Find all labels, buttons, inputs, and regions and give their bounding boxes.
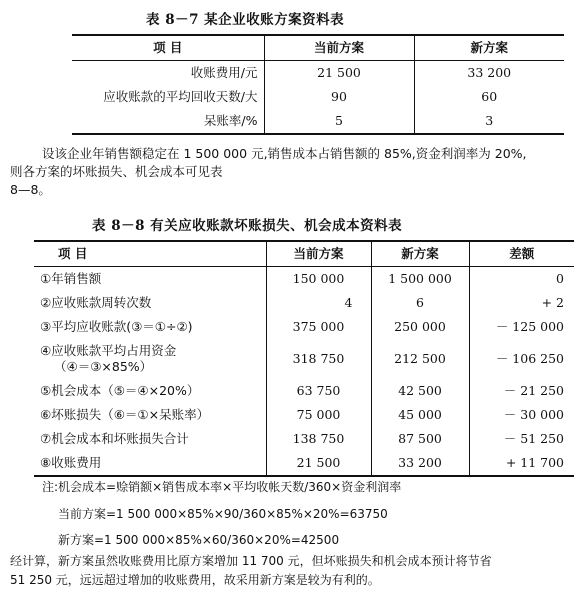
table1-cell-current: 90 [264,85,414,109]
table1-cell-item: 应收账款的平均回收天数/大 [103,89,258,104]
table2-cell-current: 21 500 [266,451,371,476]
conclusion-line-2: 51 250 元，远远超过增加的收账费用，故采用新方案是较为有利的。 [10,573,380,587]
table1-cell-new: 33 200 [414,61,564,86]
table2-cell-current: 318 750 [266,339,371,379]
table2 [34,240,574,477]
table-row [34,379,574,403]
table-row [72,61,564,86]
table2-cell-new: 87 500 [371,427,469,451]
table2-cell-current: 63 750 [266,379,371,403]
table2-header-item: 项 目 [34,241,266,267]
table1-cell-current: 21 500 [264,61,414,86]
table2-cell-new: 33 200 [371,451,469,476]
table2-cell-diff: － 125 000 [469,315,574,339]
intro-line-1: 设该企业年销售额稳定在 1 500 000 元,销售成本占销售额的 85%,资金利润率为 20%, [42,146,527,161]
table2-cell-new: 1 500 000 [371,267,469,292]
table2-cell-item-line2: （④＝③×85%） [54,359,153,374]
table2-cell-item: ③平均应收账款(③＝①÷②) [40,319,193,334]
table2-cell-item: ⑧收账费用 [40,455,102,470]
table2-cell-new: 212 500 [371,339,469,379]
note-new-calc: 新方案=1 500 000×85%×60/360×20%=42500 [58,533,340,547]
table-row [72,109,564,134]
table2-cell-diff: － 51 250 [469,427,574,451]
table2-cell-diff: － 30 000 [469,403,574,427]
table2-cell-item: ⑦机会成本和坏账损失合计 [40,431,189,446]
table2-header-new: 新方案 [371,241,469,267]
table2-header-diff: 差额 [469,241,574,267]
table2-cell-item: ①年销售额 [40,271,102,286]
table-row [34,451,574,476]
table2-cell-item: ②应收账款周转次数 [40,295,152,310]
note-formula: 注:机会成本=赊销额×销售成本率×平均收帐天数/360×资金利润率 [42,480,402,494]
table2-cell-item: ⑤机会成本（⑤＝④×20%） [40,383,200,398]
table1-cell-item: 收账费用/元 [190,65,258,80]
table2-cell-new: 42 500 [371,379,469,403]
intro-paragraph [10,145,527,199]
table-row [34,339,574,379]
table2-cell-diff: 0 [469,267,574,292]
table2-cell-current: 138 750 [266,427,371,451]
table2-cell-current: 4 [266,291,371,315]
table2-cell-diff: + 11 700 [469,451,574,476]
conclusion-line-1: 经计算，新方案虽然收账费用比原方案增加 11 700 元，但坏账损失和机会成本预计将节省 [10,554,492,568]
table1-cell-item: 呆账率/% [203,113,258,128]
table2-caption: 表 8－8 有关应收账款坏账损失、机会成本资料表 [92,218,403,234]
table2-cell-diff: － 106 250 [469,339,574,379]
table1 [72,34,564,135]
table2-cell-item [34,339,266,379]
table1-header-row [72,35,564,61]
table-row [34,403,574,427]
table1-cell-new: 60 [414,85,564,109]
intro-line-2: 则各方案的坏账损失、机会成本可见表 [10,164,223,179]
table2-cell-item-line1: ④应收账款平均占用资金 [40,343,177,358]
table2-cell-current: 375 000 [266,315,371,339]
intro-line-3: 8—8。 [10,182,51,197]
table2-cell-new: 250 000 [371,315,469,339]
table-row [34,315,574,339]
table-row [34,291,574,315]
table1-header-new: 新方案 [414,35,564,61]
table2-header-current: 当前方案 [266,241,371,267]
table-row [34,267,574,292]
table2-cell-current: 75 000 [266,403,371,427]
table-row [34,427,574,451]
table-row [72,85,564,109]
table2-cell-diff: + 2 [469,291,574,315]
table2-cell-new: 45 000 [371,403,469,427]
table1-header-item: 项 目 [72,35,264,61]
table2-cell-item: ⑥坏账损失（⑥＝①×呆账率） [40,407,210,422]
table2-cell-new: 6 [371,291,469,315]
note-current-calc: 当前方案=1 500 000×85%×90/360×85%×20%=63750 [58,507,388,521]
table1-header-current: 当前方案 [264,35,414,61]
table1-cell-new: 3 [414,109,564,134]
table2-cell-current: 150 000 [266,267,371,292]
table2-cell-diff: － 21 250 [469,379,574,403]
table2-header-row [34,241,574,267]
table1-cell-current: 5 [264,109,414,134]
table1-caption: 表 8－7 某企业收账方案资料表 [146,12,345,28]
